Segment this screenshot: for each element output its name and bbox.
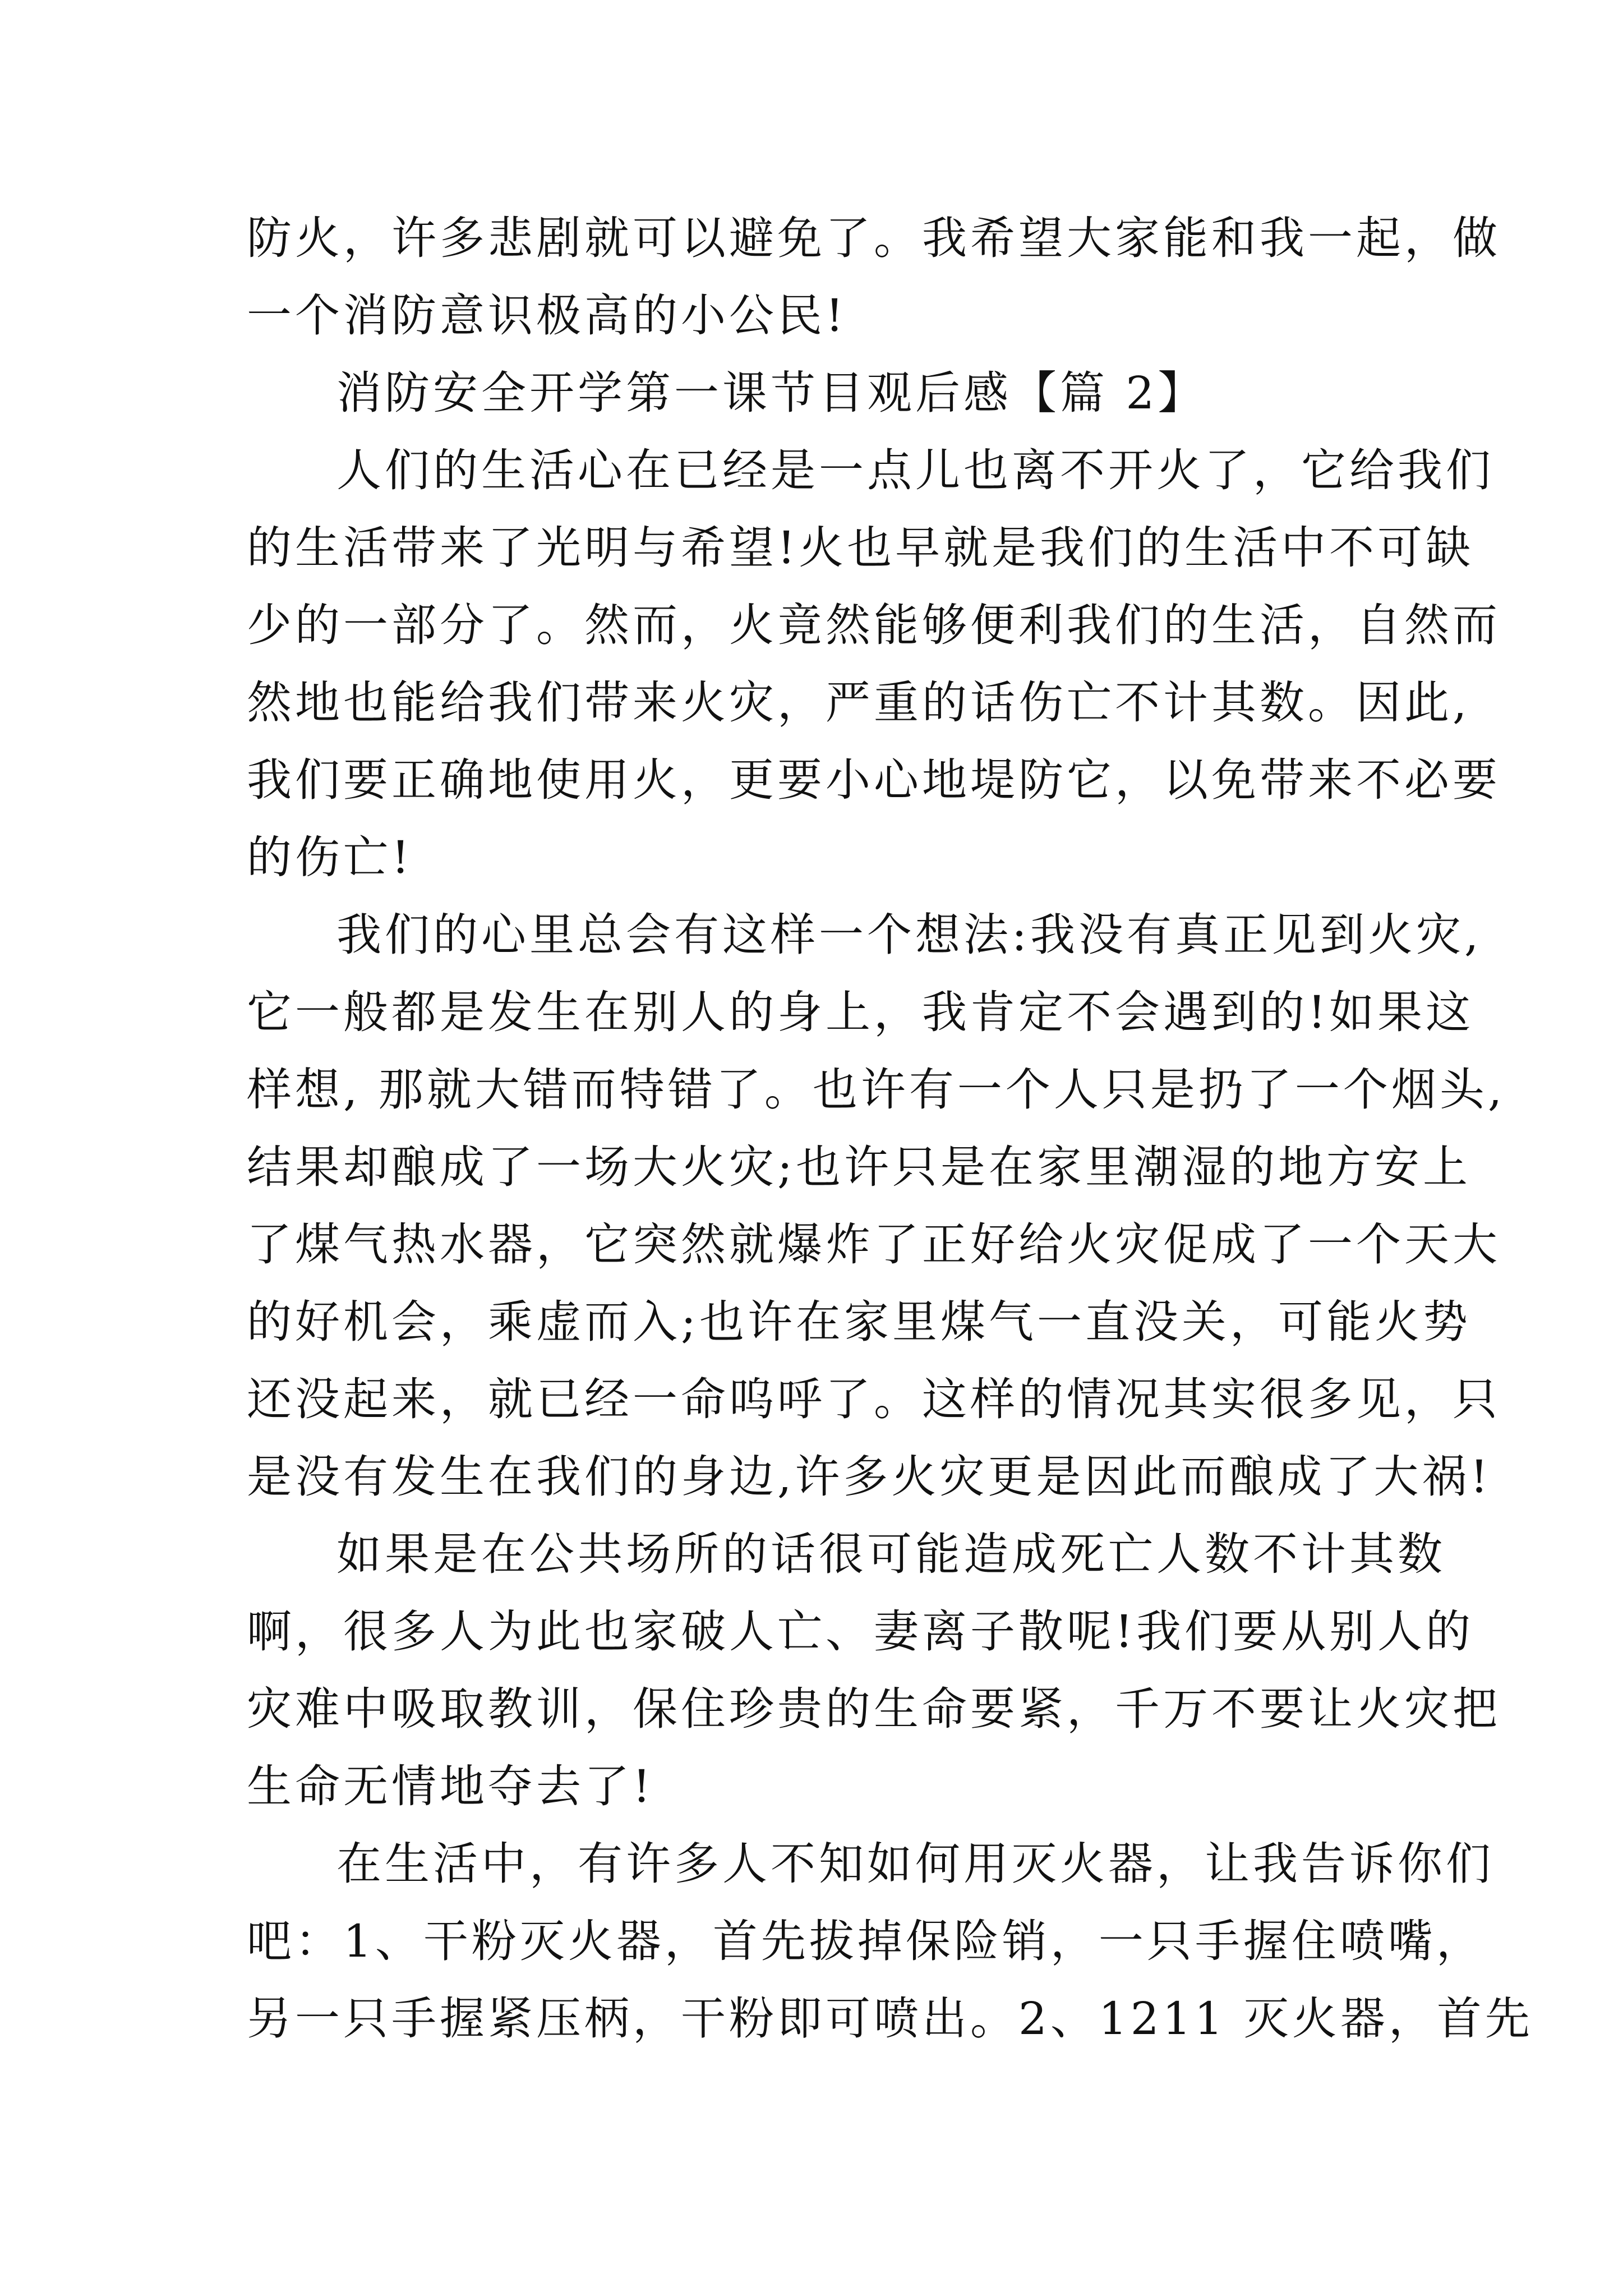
text-line: 结果却酿成了一场大火灾;也许只是在家里潮湿的地方安上 — [247, 1141, 1471, 1193]
text-line: 灾难中吸取教训，保住珍贵的生命要紧，千万不要让火灾把 — [247, 1683, 1501, 1735]
text-line: 的生活带来了光明与希望!火也早就是我们的生活中不可缺 — [247, 522, 1474, 574]
text-line: 然地也能给我们带来火灾，严重的话伤亡不计其数。因此, — [247, 677, 1470, 729]
text-line: 的伤亡! — [247, 831, 413, 884]
text-line: 还没起来，就已经一命呜呼了。这样的情况其实很多见，只 — [247, 1373, 1501, 1425]
text-line: 的好机会，乘虚而入;也许在家里煤气一直没关，可能火势 — [247, 1296, 1471, 1348]
text-line: 它一般都是发生在别人的身上，我肯定不会遇到的!如果这 — [247, 986, 1474, 1038]
paragraph-first-line: 在生活中，有许多人不知如何用灭火器，让我告诉你们 — [336, 1838, 1494, 1890]
paragraph-first-line: 人们的生活心在已经是一点儿也离不开火了，它给我们 — [336, 444, 1494, 496]
text-line: 一个消防意识极高的小公民! — [247, 289, 847, 342]
section-heading: 消防安全开学第一课节目观后感【篇 2】 — [336, 367, 1206, 419]
paragraph-first-line: 如果是在公共场所的话很可能造成死亡人数不计其数 — [336, 1528, 1446, 1580]
paragraph-first-line: 我们的心里总会有这样一个想法:我没有真正见到火灾, — [336, 909, 1482, 961]
text-line: 另一只手握紧压柄，干粉即可喷出。2、1211 灭火器，首先 — [247, 1993, 1533, 2045]
text-line: 我们要正确地使用火，更要小心地堤防它，以免带来不必要 — [247, 754, 1501, 806]
text-line: 了煤气热水器，它突然就爆炸了正好给火灾促成了一个天大 — [247, 1218, 1501, 1271]
text-line: 吧：1、干粉灭火器，首先拔掉保险销，一只手握住喷嘴， — [247, 1915, 1484, 1967]
text-line: 啊，很多人为此也家破人亡、妻离子散呢!我们要从别人的 — [247, 1605, 1474, 1658]
text-line: 生命无情地夺去了! — [247, 1760, 654, 1812]
text-line: 少的一部分了。然而，火竟然能够便利我们的生活，自然而 — [247, 599, 1501, 651]
text-line: 防火，许多悲剧就可以避免了。我希望大家能和我一起，做 — [247, 212, 1501, 264]
text-line: 样想, 那就大错而特错了。也许有一个人只是扔了一个烟头, — [247, 1064, 1506, 1116]
document-body — [247, 200, 1533, 2058]
text-line: 是没有发生在我们的身边,许多火灾更是因此而酿成了大祸! — [247, 1451, 1492, 1503]
